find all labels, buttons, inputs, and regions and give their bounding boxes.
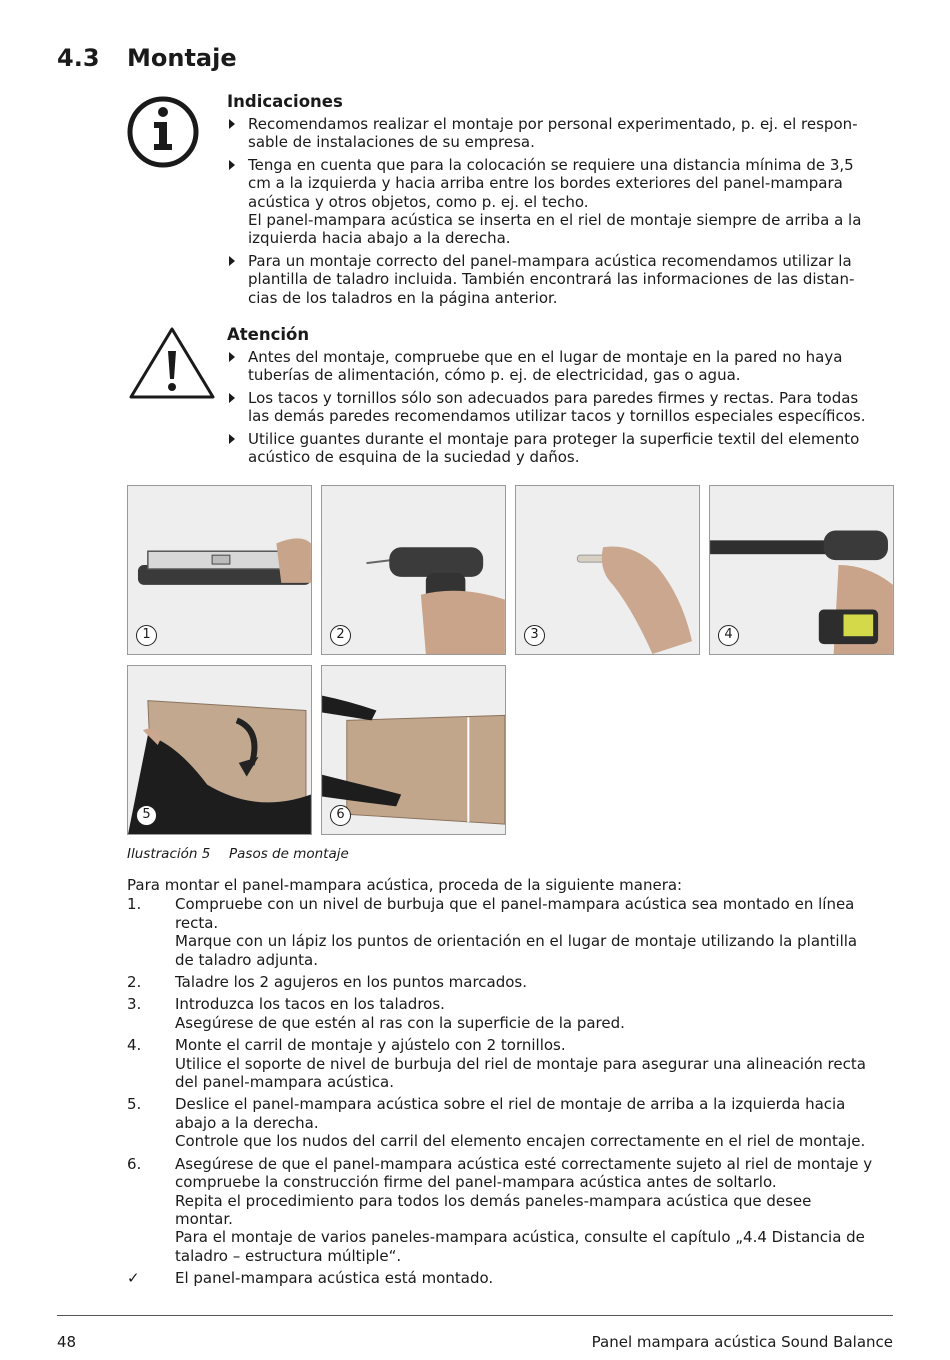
bullet-line: cm a la izquierda y hacia arriba entre los bordes exteriores del panel-mampara [248,174,843,193]
warning-icon [127,325,217,415]
section-title: Montaje [127,44,237,72]
bullet-arrow-icon [229,352,235,362]
bullet-line: Los tacos y tornillos sólo son adecuados para paredes firmes y rectas. Para todas [248,388,859,407]
bullet-line: las demás paredes recomendamos utilizar tacos y tornillos especiales específicos. [248,407,866,426]
page-number: 48 [57,1333,77,1351]
indicaciones-heading: Indicaciones [227,92,343,111]
footer-title: Panel mampara acústica Sound Balance [591,1333,893,1351]
step-line: recta. [175,913,219,932]
bullet-arrow-icon [229,434,235,444]
photo-step-5 [127,665,312,835]
bullet-line: Tenga en cuenta que para la colocación se requiere una distancia mínima de 3,5 [248,155,854,174]
step-number: 1 [136,625,157,646]
instruction-step [127,1269,893,1287]
bullet-line: acústico de esquina de la suciedad y daños. [248,448,580,467]
step-line: Repita el procedimiento para todos los demás paneles-mampara acústica que desee [175,1191,812,1210]
instruction-step [127,1095,893,1150]
bullet-item [227,115,895,152]
step-number-label: 1. [127,895,142,914]
step-line: compruebe la construcción firme del panel-mampara acústica antes de soltarlo. [175,1173,777,1192]
step-line: montar. [175,1209,233,1228]
instructions [127,876,893,1292]
bullet-line: Recomendamos realizar el montaje por personal experimentado, p. ej. el respon- [248,115,858,133]
bullet-arrow-icon [229,393,235,403]
step-line: Compruebe con un nivel de burbuja que el panel-mampara acústica sea montado en línea [175,895,855,914]
step-number: 3 [524,625,545,646]
bullet-line: plantilla de taladro incluida. También encontrará las informaciones de las distan- [248,270,855,289]
step-line: de taladro adjunta. [175,950,318,969]
photo-step-3 [515,485,700,655]
instruction-step [127,973,893,991]
bullet-item [227,430,895,467]
bullet-line: tuberías de alimentación, cómo p. ej. de electricidad, gas o agua. [248,366,741,385]
step-number: 5 [136,805,157,826]
step-line: del panel-mampara acústica. [175,1073,394,1092]
atencion-heading: Atención [227,325,310,344]
photo-step-2 [321,485,506,655]
step-line: Marque con un lápiz los puntos de orientación en el lugar de montaje utilizando la plantilla [175,932,858,951]
step-number: 6 [330,805,351,826]
bullet-item [227,348,895,385]
photo-step-4 [709,485,894,655]
bullet-line: Antes del montaje, compruebe que en el lugar de montaje en la pared no haya [248,348,843,366]
bullet-item [227,156,895,248]
step-number-label: 2. [127,973,142,992]
figure-caption [127,846,349,862]
step-number-label: 4. [127,1036,142,1055]
step-line: Introduzca los tacos en los taladros. [175,995,445,1014]
bullet-line: cias de los taladros en la página anterior. [248,288,558,307]
step-line: Asegúrese de que el panel-mampara acústica esté correctamente sujeto al riel de montaje y [175,1154,873,1173]
step-line: Deslice el panel-mampara acústica sobre el riel de montaje de arriba a la izquierda hacia [175,1095,846,1114]
bullet-line: El panel-mampara acústica se inserta en el riel de montaje siempre de arriba a la [248,211,862,230]
info-icon [127,92,217,182]
bullet-line: sable de instalaciones de su empresa. [248,133,535,152]
instruction-step [127,1155,893,1265]
step-line: Monte el carril de montaje y ajústelo con 2 tornillos. [175,1036,566,1055]
assembly-photos [127,485,893,835]
step-line: Taladre los 2 agujeros en los puntos marcados. [175,973,528,992]
step-line: taladro – estructura múltiple“. [175,1246,402,1265]
bullet-arrow-icon [229,119,235,129]
step-number-label: 3. [127,995,142,1014]
info-notice [127,92,897,312]
check-icon: ✓ [127,1269,140,1288]
photo-step-6 [321,665,506,835]
instruction-step [127,1036,893,1091]
bullet-item [227,389,895,426]
warning-notice [127,325,897,475]
bullet-line: Utilice guantes durante el montaje para proteger la superficie textil del elemento [248,429,860,448]
bullet-line: Para un montaje correcto del panel-mampara acústica recomendamos utilizar la [248,251,852,270]
section-number: 4.3 [57,44,100,72]
step-line: Asegúrese de que estén al ras con la superficie de la pared. [175,1013,625,1032]
bullet-arrow-icon [229,256,235,266]
step-number-label: 5. [127,1095,142,1114]
bullet-line: izquierda hacia abajo a la derecha. [248,229,511,248]
caption-label: Ilustración 5 [127,846,211,862]
instructions-intro: Para montar el panel-mampara acústica, proceda de la siguiente manera: [127,876,683,894]
bullet-arrow-icon [229,160,235,170]
step-line: Para el montaje de varios paneles-mampara acústica, consulte el capítulo „4.4 Distancia de [175,1228,865,1247]
step-line: Utilice el soporte de nivel de burbuja del riel de montaje para asegurar una alineación recta [175,1054,866,1073]
step-list [127,895,893,1287]
step-number-label: 6. [127,1154,142,1173]
instruction-step [127,895,893,969]
step-line: abajo a la derecha. [175,1113,319,1132]
bullet-line: acústica y otros objetos, como p. ej. el techo. [248,192,589,211]
atencion-list [227,348,895,466]
step-line: Controle que los nudos del carril del elemento encajen correctamente en el riel de montaje. [175,1132,866,1151]
step-line: El panel-mampara acústica está montado. [175,1269,494,1288]
bullet-item [227,252,895,307]
section-heading [57,44,237,72]
caption-text: Pasos de montaje [229,846,349,862]
photo-step-1 [127,485,312,655]
step-number: 2 [330,625,351,646]
instruction-step [127,995,893,1032]
footer-divider [57,1315,893,1316]
indicaciones-list [227,115,895,307]
step-number: 4 [718,625,739,646]
